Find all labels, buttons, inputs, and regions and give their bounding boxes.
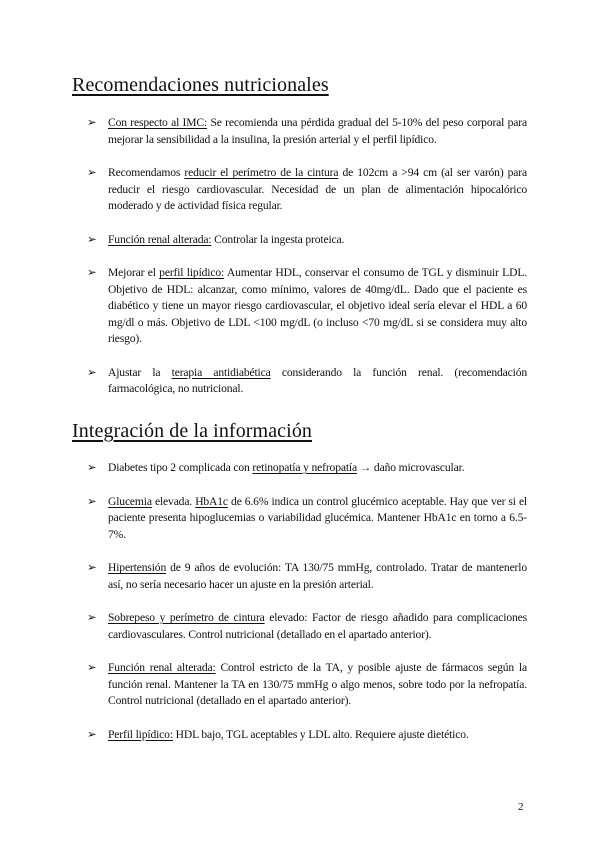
arrow-bullet-icon: ➢ <box>87 494 97 508</box>
arrow-bullet-icon: ➢ <box>87 166 97 179</box>
arrow-bullet-icon: ➢ <box>87 561 97 574</box>
list-item: ➢ Hipertensión de 9 años de evolución: TA 130/75 mmHg, controlado. Tratar de mantenerlo así, no sería necesario hacer un ajuste en la presión arterial. <box>87 561 527 591</box>
list-item: ➢ Función renal alterada: Control estricto de la TA, y posible ajuste de fármacos según la función renal. Mantener la TA en 130/75 mmHg o algo menos, sobre todo por la nefropatía. Control nutricional (detallado en el apartado anterior). <box>87 661 527 707</box>
page-number: 2 <box>518 801 524 813</box>
list-item: ➢ Recomendamos reducir el perímetro de la cintura de 102cm a >94 cm (al ser varón) para reducir el riesgo cardiovascular. Necesidad de un plan de alimentación hipocalórico moderado y de actividad física regular. <box>87 166 527 212</box>
recomendaciones-list <box>87 115 527 398</box>
list-item: ➢ Diabetes tipo 2 complicada con retinopatía y nefropatía → daño microvascular. <box>87 460 527 477</box>
list-item: ➢ Sobrepeso y perímetro de cintura elevado: Factor de riesgo añadido para complicaciones cardiovasculares. Control nutricional (detallado en el apartado anterior). <box>87 611 527 641</box>
arrow-bullet-icon: ➢ <box>87 232 97 246</box>
list-item: ➢ Mejorar el perfil lipídico: Aumentar HDL, conservar el consumo de TGL y disminuir LDL. Objetivo de HDL: alcanzar, como mínimo, valores de 40mg/dL. Dado que el paciente es diabético y tiene un mayor riesgo cardiovascular, el objetivo ideal sería elevar el HDL a 60 mg/dl o más. Objetivo de LDL <100 mg/dL (o incluso <70 mg/dL si se considera muy alto riesgo). <box>87 266 528 345</box>
list-item: ➢ Función renal alterada: Controlar la ingesta proteica. <box>87 232 527 249</box>
list-item: ➢ Ajustar la terapia antidiabética considerando la función renal. (recomendación farmacológica, no nutricional. <box>87 365 527 395</box>
list-item: ➢ Glucemia elevada. HbA1c de 6.6% indica un control glucémico aceptable. Hay que ver si el paciente presenta hipoglucemias o variabilidad glucémica. Mantener HbA1c en torno a 6.5-7%. <box>87 494 528 541</box>
list-item: ➢ Con respecto al IMC: Se recomienda una pérdida gradual del 5-10% del peso corporal para mejorar la sensibilidad a la insulina, la presión arterial y el perfil lipídico. <box>87 116 527 146</box>
arrow-bullet-icon: ➢ <box>87 611 97 624</box>
arrow-bullet-icon: ➢ <box>87 266 97 279</box>
list-item: ➢ Perfil lipídico: HDL bajo, TGL aceptables y LDL alto. Requiere ajuste dietético. <box>87 727 527 744</box>
arrow-bullet-icon: ➢ <box>87 727 97 741</box>
arrow-bullet-icon: ➢ <box>87 661 97 674</box>
integracion-list <box>87 460 527 743</box>
arrow-bullet-icon: ➢ <box>87 116 97 129</box>
arrow-bullet-icon: ➢ <box>87 461 97 474</box>
arrow-bullet-icon: ➢ <box>87 365 97 379</box>
section-title-integracion: Integración de la información <box>72 420 313 442</box>
section-title-recomendaciones: Recomendaciones nutricionales <box>72 74 329 96</box>
